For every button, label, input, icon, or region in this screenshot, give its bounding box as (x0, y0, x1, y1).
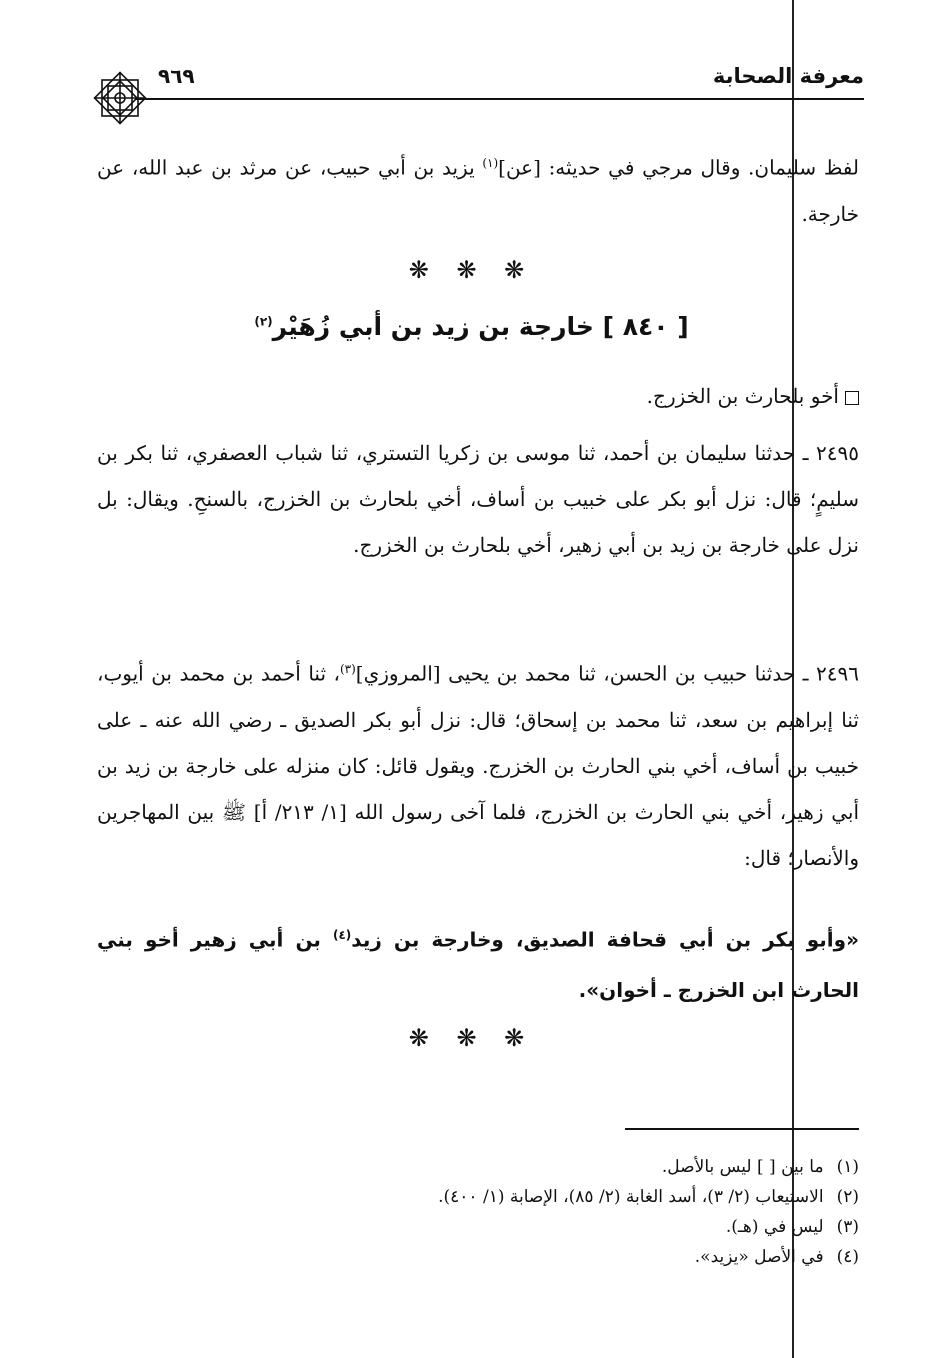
footnote-item (97, 1152, 859, 1182)
star-ornament-icon (92, 70, 148, 126)
footnote-rule (625, 1128, 859, 1130)
footnotes-list (97, 1152, 859, 1272)
footnote-number: (٢) (836, 1187, 859, 1207)
hadith-2496 (97, 646, 859, 881)
paragraph-continuation (97, 140, 859, 237)
footnote-text: ليس في (هـ). (725, 1217, 824, 1237)
footnote-ref-3: (٣) (339, 662, 356, 676)
quote-text-after: بن أبي زهير أخو بني الحارث ابن الخزرج ـ أخوان». (97, 927, 859, 1002)
footnote-text: ما بين [ ] ليس بالأصل. (661, 1157, 824, 1177)
footnote-number: (٣) (836, 1217, 859, 1237)
entry-intro (97, 376, 859, 416)
footnote-ref-4: (٤) (332, 928, 352, 942)
p1-text-after: يزيد بن أبي حبيب، عن مرثد بن عبد الله، عن خارجة. (97, 155, 859, 226)
hadith-2496-text: ٢٤٩٦ ـ حدثنا حبيب بن الحسن، ثنا محمد بن يحيى [المروزي] (355, 661, 859, 686)
entry-title (0, 312, 943, 341)
footnote-ref-2: (٢) (254, 314, 273, 329)
page-header (92, 62, 864, 102)
hadith-2496-text-after: ، ثنا أحمد بن محمد بن أيوب، ثنا إبراهيم بن سعد، ثنا محمد بن إسحاق؛ قال: نزل أبو بكر الصديق ـ رضي الله عنه ـ على خبيب بن أساف، أخي بني الحارث بن الخزرج. ويقول قائل: كان منزله على خارجة بن زيد بن أبي زهير، أخي بني الحارث بن الخزرج، فلما آخى رسول الله [١/ ٢١٣/ أ] ﷺ بين المهاجرين والأنصار؛ قال: (97, 661, 859, 870)
footnote-item (97, 1212, 859, 1242)
page-number: ٩٦٩ (158, 64, 195, 88)
footnote-text: الاستيعاب (٢/ ٣)، أسد الغابة (٢/ ٨٥)، الإصابة (١/ ٤٠٠). (438, 1187, 824, 1207)
quote-text: «وأبو بكر بن أبي قحافة الصديق، وخارجة بن زيد (351, 927, 859, 952)
footnote-item (97, 1242, 859, 1272)
header-rule (136, 98, 864, 100)
footnote-ref-1: (١) (482, 156, 499, 170)
footnote-text: في الأصل «يزيد». (694, 1247, 824, 1267)
footnote-number: (٤) (836, 1247, 859, 1267)
section-separator: ❋ ❋ ❋ (408, 256, 535, 284)
hadith-2495 (97, 430, 859, 568)
hadith-2495-text: ٢٤٩٥ ـ حدثنا سليمان بن أحمد، ثنا موسى بن زكريا التستري، ثنا شباب العصفري، ثنا بكر بن سليمٍ؛ قال: نزل أبو بكر على خبيب بن أساف، أخي بلحارث بن الخزرج، بالسنحِ. ويقال: بل نزل على خارجة بن زيد بن أبي زهير، أخي بلحارث بن الخزرج. (97, 441, 859, 557)
running-title: معرفة الصحابة (712, 64, 864, 88)
p1-text: لفظ سليمان. وقال مرجي في حديثه: [عن] (498, 155, 860, 180)
square-bullet-icon (845, 391, 859, 405)
section-separator-end: ❋ ❋ ❋ (408, 1024, 535, 1052)
footnote-number: (١) (836, 1157, 859, 1177)
entry-intro-text: أخو بلحارث بن الخزرج. (646, 384, 839, 408)
entry-title-text: [ ٨٤٠ ] خارجة بن زيد بن أبي زُهَيْر (272, 312, 689, 341)
quoted-text (97, 910, 859, 1015)
footnote-item (97, 1182, 859, 1212)
